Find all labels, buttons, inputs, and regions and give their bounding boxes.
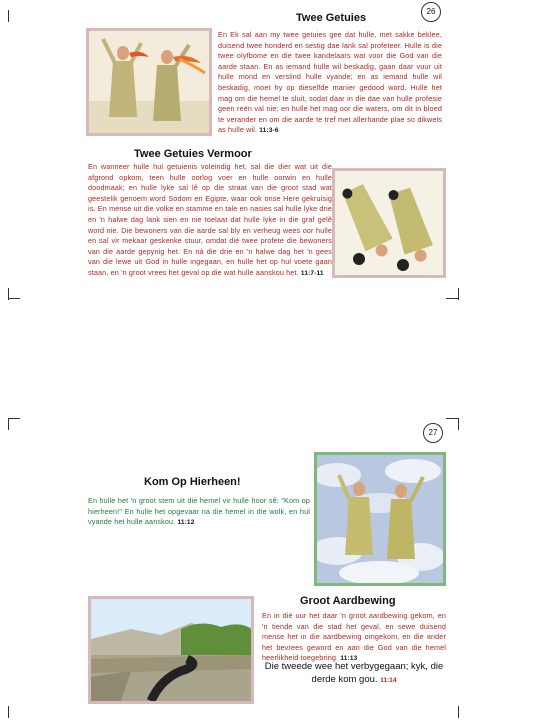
section-title: Twee Getuies Vermoor	[134, 148, 252, 160]
section-title: Groot Aardbewing	[300, 595, 396, 607]
crop-mark	[458, 418, 459, 430]
section-text: En wanneer hulle hul getuienis voleindig het, sal die dier wat uit die afgrond opkom, teen hulle oorlog voer en hulle oorwin en hulle doodmaak; en hulle lyke sal lê op die straat van die groot stad wat geestelik genoem word Sodom en Egipte, waar ook onse Here gekruisig is. En mense uit die volke en stamme en tale en nasies sal hulle lyke drie en 'n halwe dag lank sien en nie toelaat dat hulle lyke in die graf gelê word nie. Die bewoners van die aarde sal bly en verheug wees oor hulle en sal vir mekaar geskenke stuur, omdat dié twee profete die bewoners van die aarde gepynig het. En ná die drie en 'n halwe dag het 'n gees van die lewe uit God in hulle ingegaan, en hulle het op hul voete gaan staan, en 'n groot vrees het geval op die wat hulle aanskou het.	[88, 162, 332, 277]
crop-mark	[458, 288, 459, 300]
scripture-reference: 11:3-6	[259, 127, 279, 135]
page-number: 26	[421, 2, 441, 22]
closing-text: Die tweede wee het verbygegaan; kyk, die derde kom gou.	[264, 661, 444, 685]
crop-mark	[458, 706, 459, 718]
crop-mark	[8, 10, 9, 22]
crop-mark	[446, 418, 458, 419]
scripture-reference: 11:14	[380, 677, 397, 684]
scripture-reference: 11:12	[177, 519, 195, 527]
crop-mark	[8, 418, 20, 419]
illustration-bodies-lying	[332, 168, 446, 278]
section-text: En Ek sal aan my twee getuies gee dat hulle, met sakke beklee, duisend twee honderd en sestig dae lank sal profeteer. Hulle is die twee olyfbome en die twee kandelaars wat voor die God van die aarde staan. En as iemand hulle wil beskadig, gaan daar vuur uit hulle mond en verslind hulle vyande; en as iemand hulle wil beskadig, moet hy op dieselfde manier gedood word. Hulle het mag om die hemel te sluit, sodat daar in die dae van hulle profesie geen reën val nie; en hulle het mag oor die waters, om dit in bloed te verander en om die aarde te tref met allerhande plae so dikwels as hulle wil.	[218, 30, 442, 135]
crop-mark	[8, 706, 9, 718]
section-text: En in dié uur het daar 'n groot aardbewing gekom, en 'n tiende van die stad het geval, en sewe duisend mense het in die aardbewing omgekom, en die ander het bevrees geword en aan die God van die hemel heerlikheid toegebring.	[262, 611, 446, 663]
closing-statement	[262, 660, 446, 687]
illustration-ascension-clouds	[314, 452, 446, 586]
section-text: En hulle het 'n groot stem uit die hemel vir hulle hoor sê: "Kom op hierheen!" En hulle het opgevaar na die hemel in die wolk, en hul vyande het hulle aanskou.	[88, 496, 310, 527]
section-body	[218, 30, 442, 137]
section-title: Twee Getuies	[296, 12, 367, 24]
scripture-reference: 11:13	[340, 655, 358, 663]
section-body	[88, 496, 310, 529]
crop-mark	[446, 298, 458, 299]
scripture-reference: 11:7-11	[300, 269, 324, 277]
page-number: 27	[423, 423, 443, 443]
section-title: Kom Op Hierheen!	[144, 476, 241, 488]
crop-mark	[8, 418, 9, 430]
illustration-earthquake-road	[88, 596, 254, 704]
illustration-two-witnesses	[86, 28, 212, 136]
section-body	[88, 162, 332, 280]
section-body	[262, 611, 446, 665]
crop-mark	[8, 298, 20, 299]
